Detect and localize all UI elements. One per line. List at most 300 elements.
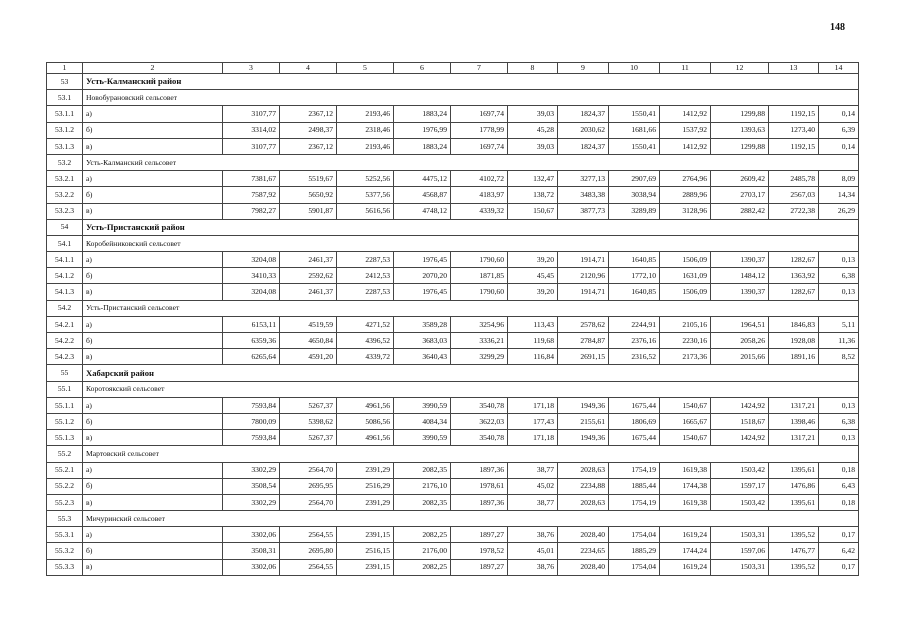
table-cell: 7593,84: [223, 430, 280, 446]
table-cell: 3622,03: [451, 413, 508, 429]
table-cell: 1537,92: [660, 122, 711, 138]
row-number: 54.1.2: [47, 268, 83, 284]
table-cell: 4519,59: [280, 316, 337, 332]
row-number: 55.3.3: [47, 559, 83, 575]
table-cell: 6153,11: [223, 316, 280, 332]
table-row: [47, 138, 859, 154]
row-number: 53.2.1: [47, 171, 83, 187]
row-variant-label: б): [83, 122, 223, 138]
table-cell: 1424,92: [711, 430, 769, 446]
table-cell: 3640,43: [394, 349, 451, 365]
table-cell: 2516,15: [337, 543, 394, 559]
row-number: 55.1.1: [47, 397, 83, 413]
table-cell: 1964,51: [711, 316, 769, 332]
table-cell: 1597,06: [711, 543, 769, 559]
table-cell: 4961,56: [337, 430, 394, 446]
table-cell: 1503,42: [711, 494, 769, 510]
district-title: Усть-Пристанский район: [83, 219, 859, 235]
table-cell: 2058,26: [711, 333, 769, 349]
table-cell: 1506,09: [660, 284, 711, 300]
row-variant-label: а): [83, 462, 223, 478]
table-cell: 1778,99: [451, 122, 508, 138]
table-cell: 4961,56: [337, 397, 394, 413]
table-row: [47, 171, 859, 187]
table-cell: 1806,69: [609, 413, 660, 429]
table-cell: 1824,37: [558, 138, 609, 154]
table-cell: 3107,77: [223, 138, 280, 154]
table-cell: 3540,78: [451, 397, 508, 413]
table-cell: 4339,32: [451, 203, 508, 219]
table-cell: 4339,72: [337, 349, 394, 365]
table-cell: 3990,59: [394, 397, 451, 413]
table-cell: 1390,37: [711, 284, 769, 300]
table-cell: 1976,99: [394, 122, 451, 138]
table-cell: 2609,42: [711, 171, 769, 187]
table-cell: 2695,80: [280, 543, 337, 559]
table-cell: 116,84: [508, 349, 558, 365]
table-cell: 2287,53: [337, 252, 394, 268]
table-cell: 1619,24: [660, 559, 711, 575]
table-cell: 1631,09: [660, 268, 711, 284]
row-number: 53.1.2: [47, 122, 83, 138]
table-cell: 7593,84: [223, 397, 280, 413]
table-cell: 2193,46: [337, 106, 394, 122]
table-cell: 3990,59: [394, 430, 451, 446]
table-cell: 4396,52: [337, 333, 394, 349]
column-header: 14: [819, 63, 859, 74]
council-title: Усть-Пристанский сельсовет: [83, 300, 859, 316]
table-cell: 4568,87: [394, 187, 451, 203]
table-cell: 1846,83: [769, 316, 819, 332]
table-cell: 1790,60: [451, 284, 508, 300]
table-cell: 1640,85: [609, 252, 660, 268]
table-cell: 1503,31: [711, 527, 769, 543]
table-row: [47, 106, 859, 122]
table-cell: 5,11: [819, 316, 859, 332]
row-variant-label: б): [83, 478, 223, 494]
table-cell: 1885,44: [609, 478, 660, 494]
table-cell: 1883,24: [394, 106, 451, 122]
council-title: Новобурановский сельсовет: [83, 90, 859, 106]
table-cell: 2391,15: [337, 559, 394, 575]
table-cell: 1484,12: [711, 268, 769, 284]
table-cell: 1503,42: [711, 462, 769, 478]
table-cell: 3508,31: [223, 543, 280, 559]
row-number: 55.2.1: [47, 462, 83, 478]
table-cell: 2173,36: [660, 349, 711, 365]
council-title: Мичуринский сельсовет: [83, 511, 859, 527]
row-number: 54.2.1: [47, 316, 83, 332]
table-cell: 2082,35: [394, 494, 451, 510]
table-cell: 2176,10: [394, 478, 451, 494]
row-variant-label: в): [83, 349, 223, 365]
table-cell: 1883,24: [394, 138, 451, 154]
table-row: [47, 527, 859, 543]
table-cell: 1518,67: [711, 413, 769, 429]
table-cell: 0,13: [819, 252, 859, 268]
table-cell: 2028,63: [558, 494, 609, 510]
table-cell: 1476,86: [769, 478, 819, 494]
table-cell: 2105,16: [660, 316, 711, 332]
table-cell: 45,28: [508, 122, 558, 138]
table-cell: 3683,03: [394, 333, 451, 349]
table-cell: 1506,09: [660, 252, 711, 268]
table-cell: 45,02: [508, 478, 558, 494]
table-cell: 5901,87: [280, 203, 337, 219]
row-variant-label: а): [83, 106, 223, 122]
header-row: [47, 63, 859, 74]
table-cell: 3128,96: [660, 203, 711, 219]
table-row: [47, 284, 859, 300]
table-cell: 119,68: [508, 333, 558, 349]
table-cell: 5252,56: [337, 171, 394, 187]
table-cell: 2703,17: [711, 187, 769, 203]
table-cell: 2028,40: [558, 527, 609, 543]
table-cell: 2391,29: [337, 462, 394, 478]
row-variant-label: а): [83, 316, 223, 332]
table-row: [47, 252, 859, 268]
table-cell: 1824,37: [558, 106, 609, 122]
table-cell: 4650,84: [280, 333, 337, 349]
table-cell: 1772,10: [609, 268, 660, 284]
table-cell: 2367,12: [280, 106, 337, 122]
table-cell: 8,52: [819, 349, 859, 365]
table-cell: 7800,09: [223, 413, 280, 429]
table-cell: 1503,31: [711, 559, 769, 575]
page-number: 148: [830, 22, 845, 33]
table-cell: 2461,37: [280, 252, 337, 268]
table-cell: 38,76: [508, 527, 558, 543]
table-cell: 0,18: [819, 462, 859, 478]
table-cell: 38,77: [508, 462, 558, 478]
table-cell: 1914,71: [558, 252, 609, 268]
table-cell: 1928,08: [769, 333, 819, 349]
row-number: 54.2.2: [47, 333, 83, 349]
table-cell: 1681,66: [609, 122, 660, 138]
table-row: [47, 316, 859, 332]
row-number: 55.3.2: [47, 543, 83, 559]
table-cell: 39,03: [508, 106, 558, 122]
table-cell: 1390,37: [711, 252, 769, 268]
table-cell: 1897,27: [451, 559, 508, 575]
council-row: [47, 154, 859, 170]
table-cell: 1675,44: [609, 430, 660, 446]
table-cell: 2564,55: [280, 527, 337, 543]
table-cell: 2695,95: [280, 478, 337, 494]
row-variant-label: в): [83, 559, 223, 575]
district-title: Усть-Калманский район: [83, 74, 859, 90]
table-cell: 132,47: [508, 171, 558, 187]
council-row: [47, 300, 859, 316]
table-cell: 2485,78: [769, 171, 819, 187]
district-row: [47, 219, 859, 235]
table-cell: 1754,19: [609, 494, 660, 510]
column-header: 9: [558, 63, 609, 74]
table-cell: 2516,29: [337, 478, 394, 494]
table-cell: 2244,91: [609, 316, 660, 332]
table-cell: 2230,16: [660, 333, 711, 349]
council-row: [47, 511, 859, 527]
council-title: Усть-Калманский сельсовет: [83, 154, 859, 170]
table-cell: 2234,65: [558, 543, 609, 559]
district-row: [47, 74, 859, 90]
table-cell: 2882,42: [711, 203, 769, 219]
table-cell: 1395,52: [769, 527, 819, 543]
table-cell: 2722,38: [769, 203, 819, 219]
table-cell: 6,38: [819, 268, 859, 284]
council-row: [47, 90, 859, 106]
table-cell: 171,18: [508, 397, 558, 413]
table-cell: 1282,67: [769, 284, 819, 300]
table-cell: 7587,92: [223, 187, 280, 203]
table-cell: 2578,62: [558, 316, 609, 332]
row-variant-label: а): [83, 527, 223, 543]
table-cell: 1697,74: [451, 138, 508, 154]
table-cell: 2176,00: [394, 543, 451, 559]
row-variant-label: б): [83, 268, 223, 284]
table-cell: 113,43: [508, 316, 558, 332]
table-cell: 3289,89: [609, 203, 660, 219]
table-cell: 3314,02: [223, 122, 280, 138]
table-row: [47, 268, 859, 284]
table-row: [47, 413, 859, 429]
table-cell: 39,20: [508, 252, 558, 268]
table-cell: 2784,87: [558, 333, 609, 349]
table-cell: 1192,15: [769, 106, 819, 122]
table-cell: 1619,38: [660, 462, 711, 478]
table-cell: 2564,70: [280, 462, 337, 478]
table-cell: 2889,96: [660, 187, 711, 203]
table-cell: 6,39: [819, 122, 859, 138]
row-variant-label: в): [83, 284, 223, 300]
table-cell: 0,17: [819, 527, 859, 543]
table-cell: 2234,88: [558, 478, 609, 494]
table-cell: 2498,37: [280, 122, 337, 138]
table-cell: 1897,27: [451, 527, 508, 543]
table-body: [47, 63, 859, 576]
table-cell: 2287,53: [337, 284, 394, 300]
table-cell: 1640,85: [609, 284, 660, 300]
table-cell: 1744,24: [660, 543, 711, 559]
row-number: 54.1: [47, 235, 83, 251]
table-cell: 1395,61: [769, 494, 819, 510]
table-cell: 6,43: [819, 478, 859, 494]
column-header: 1: [47, 63, 83, 74]
column-header: 8: [508, 63, 558, 74]
row-number: 55: [47, 365, 83, 381]
row-number: 53.2.2: [47, 187, 83, 203]
table-cell: 8,09: [819, 171, 859, 187]
table-cell: 1540,67: [660, 430, 711, 446]
table-row: [47, 203, 859, 219]
row-number: 54: [47, 219, 83, 235]
table-cell: 3508,54: [223, 478, 280, 494]
row-number: 55.1.2: [47, 413, 83, 429]
table-cell: 2316,52: [609, 349, 660, 365]
row-variant-label: в): [83, 203, 223, 219]
table-cell: 1282,67: [769, 252, 819, 268]
table-cell: 4183,97: [451, 187, 508, 203]
row-number: 55.1: [47, 381, 83, 397]
row-number: 53.1: [47, 90, 83, 106]
table-cell: 0,18: [819, 494, 859, 510]
table-cell: 1976,45: [394, 252, 451, 268]
table-cell: 1273,40: [769, 122, 819, 138]
district-row: [47, 365, 859, 381]
row-number: 55.3.1: [47, 527, 83, 543]
table-cell: 5650,92: [280, 187, 337, 203]
row-number: 55.1.3: [47, 430, 83, 446]
table-cell: 5519,67: [280, 171, 337, 187]
table-cell: 3302,29: [223, 494, 280, 510]
table-cell: 3589,28: [394, 316, 451, 332]
table-cell: 2391,29: [337, 494, 394, 510]
table-cell: 1395,52: [769, 559, 819, 575]
table-cell: 2028,40: [558, 559, 609, 575]
table-cell: 171,18: [508, 430, 558, 446]
table-cell: 2412,53: [337, 268, 394, 284]
council-title: Мартовский сельсовет: [83, 446, 859, 462]
row-variant-label: б): [83, 187, 223, 203]
table-cell: 2907,69: [609, 171, 660, 187]
table-cell: 150,67: [508, 203, 558, 219]
table-cell: 1885,29: [609, 543, 660, 559]
table-cell: 4084,34: [394, 413, 451, 429]
table-cell: 3204,08: [223, 284, 280, 300]
table-cell: 3410,33: [223, 268, 280, 284]
table-cell: 0,13: [819, 284, 859, 300]
table-cell: 0,14: [819, 138, 859, 154]
table-cell: 2028,63: [558, 462, 609, 478]
table-cell: 3107,77: [223, 106, 280, 122]
table-cell: 1597,17: [711, 478, 769, 494]
row-number: 53.1.1: [47, 106, 83, 122]
table-cell: 1978,61: [451, 478, 508, 494]
table-row: [47, 559, 859, 575]
table-cell: 1192,15: [769, 138, 819, 154]
table-row: [47, 478, 859, 494]
table-cell: 4271,52: [337, 316, 394, 332]
table-cell: 2367,12: [280, 138, 337, 154]
table-cell: 2691,15: [558, 349, 609, 365]
table-row: [47, 543, 859, 559]
table-cell: 3877,73: [558, 203, 609, 219]
table-cell: 0,17: [819, 559, 859, 575]
table-cell: 1675,44: [609, 397, 660, 413]
row-variant-label: в): [83, 138, 223, 154]
row-number: 54.1.1: [47, 252, 83, 268]
table-cell: 3254,96: [451, 316, 508, 332]
table-cell: 1790,60: [451, 252, 508, 268]
row-number: 55.2: [47, 446, 83, 462]
table-row: [47, 397, 859, 413]
row-number: 54.2: [47, 300, 83, 316]
table-cell: 7982,27: [223, 203, 280, 219]
row-number: 55.2.3: [47, 494, 83, 510]
row-variant-label: а): [83, 171, 223, 187]
table-row: [47, 462, 859, 478]
row-variant-label: б): [83, 413, 223, 429]
table-cell: 0,13: [819, 397, 859, 413]
table-cell: 1976,45: [394, 284, 451, 300]
table-cell: 38,77: [508, 494, 558, 510]
table-row: [47, 430, 859, 446]
row-number: 55.3: [47, 511, 83, 527]
table-cell: 138,72: [508, 187, 558, 203]
table-cell: 2567,03: [769, 187, 819, 203]
column-header: 4: [280, 63, 337, 74]
table-cell: 2376,16: [609, 333, 660, 349]
table-cell: 1978,52: [451, 543, 508, 559]
table-cell: 2764,96: [660, 171, 711, 187]
column-header: 6: [394, 63, 451, 74]
table-cell: 5267,37: [280, 397, 337, 413]
table-cell: 1299,88: [711, 106, 769, 122]
table-row: [47, 333, 859, 349]
row-variant-label: в): [83, 430, 223, 446]
table-row: [47, 122, 859, 138]
table-row: [47, 494, 859, 510]
table-cell: 1540,67: [660, 397, 711, 413]
table-cell: 6,42: [819, 543, 859, 559]
data-table: [46, 62, 859, 576]
table-cell: 1949,36: [558, 397, 609, 413]
council-title: Коробейниковский сельсовет: [83, 235, 859, 251]
row-variant-label: б): [83, 333, 223, 349]
row-number: 55.2.2: [47, 478, 83, 494]
table-cell: 26,29: [819, 203, 859, 219]
table-cell: 5398,62: [280, 413, 337, 429]
table-cell: 1744,38: [660, 478, 711, 494]
table-cell: 3038,94: [609, 187, 660, 203]
table-cell: 177,43: [508, 413, 558, 429]
row-variant-label: б): [83, 543, 223, 559]
table-cell: 5377,56: [337, 187, 394, 203]
row-variant-label: а): [83, 397, 223, 413]
table-cell: 2030,62: [558, 122, 609, 138]
table-cell: 1949,36: [558, 430, 609, 446]
table-cell: 2120,96: [558, 268, 609, 284]
table-cell: 1914,71: [558, 284, 609, 300]
table-cell: 2592,62: [280, 268, 337, 284]
table-cell: 5086,56: [337, 413, 394, 429]
row-number: 53: [47, 74, 83, 90]
row-number: 54.2.3: [47, 349, 83, 365]
table-cell: 1299,88: [711, 138, 769, 154]
table-row: [47, 349, 859, 365]
table-cell: 1393,63: [711, 122, 769, 138]
table-cell: 6265,64: [223, 349, 280, 365]
table-cell: 1619,38: [660, 494, 711, 510]
table-cell: 3483,38: [558, 187, 609, 203]
table-cell: 2564,70: [280, 494, 337, 510]
table-cell: 4748,12: [394, 203, 451, 219]
table-cell: 2070,20: [394, 268, 451, 284]
table-cell: 1412,92: [660, 138, 711, 154]
council-row: [47, 446, 859, 462]
column-header: 3: [223, 63, 280, 74]
column-header: 7: [451, 63, 508, 74]
table-cell: 1619,24: [660, 527, 711, 543]
table-cell: 3299,29: [451, 349, 508, 365]
table-cell: 4102,72: [451, 171, 508, 187]
table-cell: 1550,41: [609, 106, 660, 122]
table-cell: 1697,74: [451, 106, 508, 122]
table-cell: 1395,61: [769, 462, 819, 478]
table-cell: 1476,77: [769, 543, 819, 559]
column-header: 10: [609, 63, 660, 74]
table-cell: 5616,56: [337, 203, 394, 219]
